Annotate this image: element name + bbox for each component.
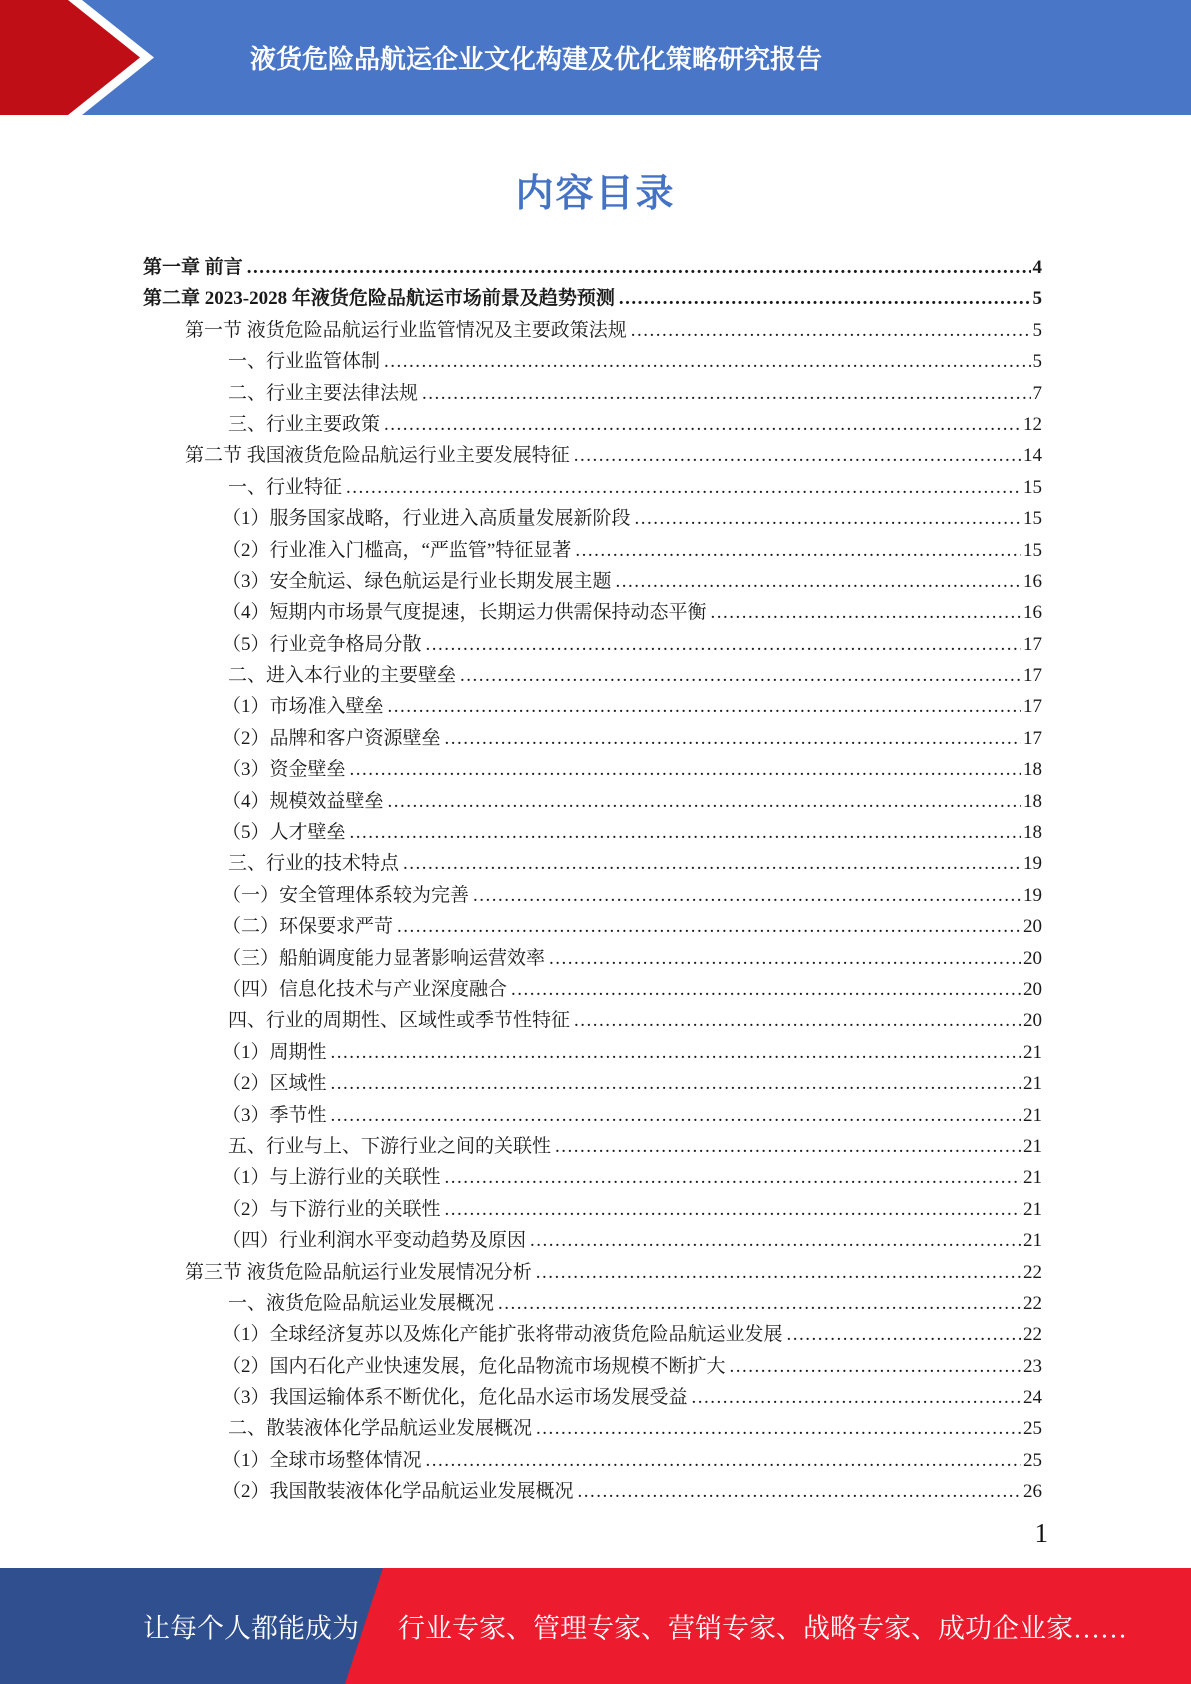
toc-entry-page: 26 — [1023, 1481, 1042, 1503]
toc-leader-dots — [384, 409, 1021, 440]
toc-leader-dots — [403, 848, 1021, 879]
toc-entry-label: 五、行业与上、下游行业之间的关联性 — [228, 1135, 552, 1157]
toc-leader-dots — [331, 1068, 1021, 1099]
toc-entry[interactable] — [143, 848, 1042, 879]
toc-entry-page: 21 — [1023, 1167, 1042, 1189]
toc-entry[interactable] — [143, 566, 1042, 597]
toc-entry-label: （3）季节性 — [222, 1104, 327, 1126]
toc-entry-label: （1）服务国家战略，行业进入高质量发展新阶段 — [222, 508, 631, 530]
toc-entry[interactable] — [143, 503, 1042, 534]
toc-entry-label: 二、行业主要法律法规 — [228, 382, 419, 404]
toc-leader-dots — [692, 1382, 1021, 1413]
toc-entry[interactable] — [143, 1005, 1042, 1036]
toc-entry-page: 22 — [1023, 1292, 1042, 1314]
toc-entry-label: （4）规模效益壁垒 — [222, 790, 384, 812]
toc-entry-page: 21 — [1023, 1135, 1042, 1157]
toc-entry-page: 22 — [1023, 1324, 1042, 1346]
page-footer — [0, 1568, 1191, 1684]
toc-entry-page: 14 — [1023, 445, 1042, 467]
toc-entry-label: （3）安全航运、绿色航运是行业长期发展主题 — [222, 570, 612, 592]
toc-entry[interactable] — [143, 911, 1042, 942]
toc-entry-page: 5 — [1032, 351, 1042, 373]
toc-leader-dots — [331, 1037, 1021, 1068]
toc-entry[interactable] — [143, 660, 1042, 691]
toc-entry[interactable] — [143, 1225, 1042, 1256]
toc-leader-dots — [388, 786, 1021, 817]
toc-entry-label: （2）与下游行业的关联性 — [222, 1198, 441, 1220]
toc-entry-label: （四）行业利润水平变动趋势及原因 — [222, 1230, 527, 1252]
toc-leader-dots — [574, 440, 1021, 471]
toc-entry-page: 21 — [1023, 1104, 1042, 1126]
toc-entry-label: （1）全球市场整体情况 — [222, 1449, 422, 1471]
toc-leader-dots — [422, 378, 1030, 409]
toc-entry-page: 16 — [1023, 602, 1042, 624]
toc-entry-label: （2）国内石化产业快速发展，危化品物流市场规模不断扩大 — [222, 1355, 726, 1377]
toc-entry-label: （3）资金壁垒 — [222, 759, 346, 781]
toc-entry-page: 17 — [1023, 633, 1042, 655]
toc-entry[interactable] — [143, 440, 1042, 471]
toc-leader-dots — [388, 691, 1021, 722]
toc-entry-page: 18 — [1023, 759, 1042, 781]
toc-entry[interactable] — [143, 1162, 1042, 1193]
toc-leader-dots — [578, 1476, 1021, 1507]
footer-slogan-left: 让每个人都能成为 — [143, 1613, 359, 1644]
toc-leader-dots — [445, 1162, 1021, 1193]
toc-entry[interactable] — [143, 1382, 1042, 1413]
toc-leader-dots — [549, 943, 1021, 974]
toc-entry-page: 17 — [1023, 727, 1042, 749]
toc-entry[interactable] — [143, 1194, 1042, 1225]
toc-entry-label: （5）人才壁垒 — [222, 822, 346, 844]
toc-entry-label: （一）安全管理体系较为完善 — [222, 884, 470, 906]
toc-entry[interactable] — [143, 1131, 1042, 1162]
toc-entry-label: 一、行业特征 — [228, 476, 343, 498]
toc-leader-dots — [536, 1413, 1021, 1444]
toc-entry-label: （2）我国散装液体化学品航运业发展概况 — [222, 1481, 574, 1503]
toc-entry-page: 20 — [1023, 1010, 1042, 1032]
toc-entry-label: （2）区域性 — [222, 1073, 327, 1095]
toc-entry-label: （四）信息化技术与产业深度融合 — [222, 978, 508, 1000]
toc-entry-page: 22 — [1023, 1261, 1042, 1283]
toc-entry-label: （4）短期内市场景气度提速，长期运力供需保持动态平衡 — [222, 602, 707, 624]
toc-entry-label: （1）全球经济复苏以及炼化产能扩张将带动液货危险品航运业发展 — [222, 1324, 783, 1346]
toc-entry[interactable] — [143, 283, 1042, 314]
toc-entry-page: 18 — [1023, 822, 1042, 844]
toc-entry-page: 17 — [1023, 696, 1042, 718]
toc-entry-label: （1）与上游行业的关联性 — [222, 1167, 441, 1189]
toc-leader-dots — [574, 1005, 1021, 1036]
toc-entry-page: 23 — [1023, 1355, 1042, 1377]
toc-leader-dots — [397, 911, 1021, 942]
toc-entry[interactable] — [143, 1037, 1042, 1068]
toc-entry-label: （1）市场准入壁垒 — [222, 696, 384, 718]
toc-leader-dots — [711, 597, 1021, 628]
toc-entry[interactable] — [143, 629, 1042, 660]
toc-entry-page: 16 — [1023, 570, 1042, 592]
toc-entry-label: 第一章 前言 — [143, 257, 243, 278]
toc-entry[interactable] — [143, 346, 1042, 377]
toc-entry-page: 20 — [1023, 978, 1042, 1000]
toc-entry[interactable] — [143, 1351, 1042, 1382]
toc-leader-dots — [426, 1445, 1021, 1476]
toc-entry-label: 第一节 液货危险品航运行业监管情况及主要政策法规 — [185, 319, 627, 341]
toc-entry[interactable] — [143, 817, 1042, 848]
toc-leader-dots — [555, 1131, 1021, 1162]
toc-leader-dots — [445, 1194, 1021, 1225]
toc-entry[interactable] — [143, 472, 1042, 503]
footer-slogan-right: 行业专家、管理专家、营销专家、战略专家、成功企业家…… — [398, 1613, 1127, 1644]
toc-entry-page: 5 — [1032, 288, 1042, 310]
toc-entry[interactable] — [143, 1257, 1042, 1288]
toc-leader-dots — [460, 660, 1021, 691]
toc-entry[interactable] — [143, 1319, 1042, 1350]
toc-entry-page: 17 — [1023, 665, 1042, 687]
toc-leader-dots — [787, 1319, 1021, 1350]
toc-entry[interactable] — [143, 597, 1042, 628]
toc-entry[interactable] — [143, 252, 1042, 283]
toc-entry-label: （5）行业竞争格局分散 — [222, 633, 422, 655]
toc-entry[interactable] — [143, 1476, 1042, 1507]
toc-entry-label: 第二节 我国液货危险品航运行业主要发展特征 — [185, 445, 570, 467]
toc-entry-page: 12 — [1023, 413, 1042, 435]
toc-entry-page: 19 — [1023, 884, 1042, 906]
toc-leader-dots — [616, 566, 1021, 597]
toc-entry[interactable] — [143, 974, 1042, 1005]
toc-entry-page: 19 — [1023, 853, 1042, 875]
toc-leader-dots — [426, 629, 1021, 660]
toc-leader-dots — [445, 723, 1021, 754]
toc-entry-page: 15 — [1023, 539, 1042, 561]
toc-entry[interactable] — [143, 1288, 1042, 1319]
toc-leader-dots — [530, 1225, 1021, 1256]
toc-entry-page: 18 — [1023, 790, 1042, 812]
toc-entry-page: 7 — [1032, 382, 1042, 404]
toc-entry-page: 25 — [1023, 1418, 1042, 1440]
toc-entry[interactable] — [143, 1413, 1042, 1444]
toc-leader-dots — [635, 503, 1021, 534]
toc-entry[interactable] — [143, 786, 1042, 817]
toc — [143, 252, 1042, 1508]
toc-entry[interactable] — [143, 943, 1042, 974]
toc-entry-page: 4 — [1032, 257, 1042, 278]
toc-entry-label: （2）品牌和客户资源壁垒 — [222, 727, 441, 749]
toc-entry-label: 三、行业的技术特点 — [228, 853, 400, 875]
toc-leader-dots — [350, 817, 1021, 848]
toc-entry-page: 15 — [1023, 508, 1042, 530]
toc-entry[interactable] — [143, 378, 1042, 409]
toc-leader-dots — [350, 754, 1021, 785]
toc-entry[interactable] — [143, 1100, 1042, 1131]
toc-entry-page: 25 — [1023, 1449, 1042, 1471]
toc-entry-label: 第二章 2023-2028 年液货危险品航运市场前景及趋势预测 — [143, 288, 615, 310]
toc-entry[interactable] — [143, 754, 1042, 785]
toc-leader-dots — [536, 1257, 1021, 1288]
toc-entry-label: 二、散装液体化学品航运业发展概况 — [228, 1418, 533, 1440]
toc-entry-page: 20 — [1023, 947, 1042, 969]
toc-entry[interactable] — [143, 723, 1042, 754]
toc-entry-label: （2）行业准入门槛高，“严监管”特征显著 — [222, 539, 572, 561]
toc-leader-dots — [575, 535, 1021, 566]
toc-entry-page: 21 — [1023, 1198, 1042, 1220]
report-header — [0, 0, 1191, 115]
toc-entry-page: 21 — [1023, 1230, 1042, 1252]
toc-leader-dots — [619, 283, 1031, 314]
toc-entry-label: 三、行业主要政策 — [228, 413, 381, 435]
toc-leader-dots — [473, 880, 1021, 911]
toc-entry-page: 20 — [1023, 916, 1042, 938]
toc-entry[interactable] — [143, 409, 1042, 440]
toc-leader-dots — [730, 1351, 1021, 1382]
report-title: 液货危险品航运企业文化构建及优化策略研究报告 — [250, 44, 823, 74]
header-chevron-icon — [0, 0, 160, 115]
toc-leader-dots — [498, 1288, 1021, 1319]
toc-entry-page: 24 — [1023, 1387, 1042, 1409]
toc-entry-page: 21 — [1023, 1073, 1042, 1095]
toc-entry[interactable] — [143, 535, 1042, 566]
toc-leader-dots — [346, 472, 1021, 503]
toc-entry[interactable] — [143, 1445, 1042, 1476]
toc-leader-dots — [247, 252, 1031, 283]
toc-leader-dots — [631, 315, 1031, 346]
toc-entry-label: 第三节 液货危险品航运行业发展情况分析 — [185, 1261, 532, 1283]
toc-entry-page: 21 — [1023, 1041, 1042, 1063]
toc-entry-label: （三）船舶调度能力显著影响运营效率 — [222, 947, 546, 969]
toc-entry-label: 二、进入本行业的主要壁垒 — [228, 665, 457, 687]
toc-entry-label: 一、液货危险品航运业发展概况 — [228, 1292, 495, 1314]
toc-entry-label: 四、行业的周期性、区域性或季节性特征 — [228, 1010, 571, 1032]
toc-entry-page: 15 — [1023, 476, 1042, 498]
toc-entry[interactable] — [143, 691, 1042, 722]
page-number: 1 — [1034, 1518, 1048, 1548]
toc-entry-label: （二）环保要求严苛 — [222, 916, 394, 938]
toc-entry-label: 一、行业监管体制 — [228, 351, 381, 373]
toc-entry-page: 5 — [1032, 319, 1042, 341]
toc-entry-label: （1）周期性 — [222, 1041, 327, 1063]
toc-entry[interactable] — [143, 315, 1042, 346]
toc-leader-dots — [331, 1100, 1021, 1131]
toc-entry-label: （3）我国运输体系不断优化，危化品水运市场发展受益 — [222, 1387, 688, 1409]
toc-leader-dots — [511, 974, 1021, 1005]
toc-title: 内容目录 — [515, 173, 676, 215]
toc-entry[interactable] — [143, 1068, 1042, 1099]
toc-entry[interactable] — [143, 880, 1042, 911]
toc-leader-dots — [384, 346, 1030, 377]
